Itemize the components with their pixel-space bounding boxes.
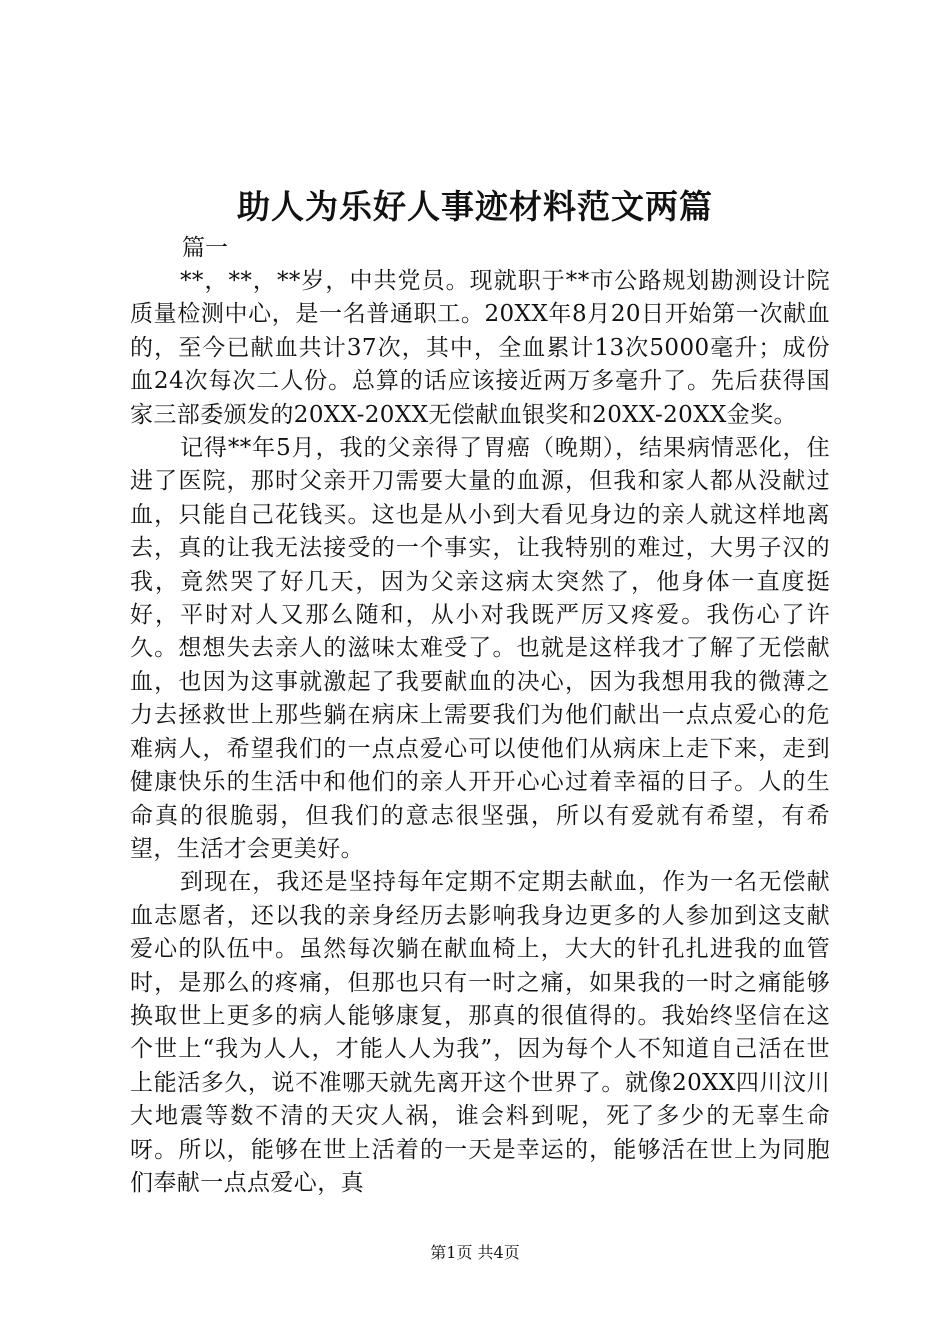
paragraph-3: 到现在，我还是坚持每年定期不定期去献血，作为一名无偿献血志愿者，还以我的亲身经历去影响我身边更多的人参加到这支献爱心的队伍中。虽然每次躺在献血椅上，大大的针孔扎进我的血管时，是那么的疼痛，但那也只有一时之痛，如果我的一时之痛能够换取世上更多的病人能够康复，那真的很值得的。我始终坚信在这个世上“我为人人，才能人人为我”，因为每个人不知道自己活在世上能活多久，说不准哪天就先离开这个世界了。就像20XX四川汶川大地震等数不清的天灾人祸，谁会料到呢，死了多少的无辜生命呀。所以，能够在世上活着的一天是幸运的，能够活在世上为同胞们奉献一点点爱心，真 [130, 869, 830, 1196]
page-footer: 第1页 共4页 [430, 1243, 520, 1262]
document-title: 助人为乐好人事迹材料范文两篇 [237, 187, 713, 226]
paragraph-2: 记得**年5月，我的父亲得了胃癌（晚期），结果病情恶化，住进了医院，那时父亲开刀需要大量的血源，但我和家人都从没献过血，只能自己花钱买。这也是从小到大看见身边的亲人就这样地离去，真的让我无法接受的一个事实，让我特别的难过，大男子汉的我，竟然哭了好几天，因为父亲这病太突然了，他身体一直度挺好，平时对人又那么随和，从小对我既严厉又疼爱。我伤心了许久。想想失去亲人的滋味太难受了。也就是这样我才了解了无偿献血，也因为这事就激起了我要献血的决心，因为我想用我的微薄之力去拯救世上那些躺在病床上需要我们为他们献出一点点爱心的危难病人，希望我们的一点点爱心可以使他们从病床上走下来，走到健康快乐的生活中和他们的亲人开开心心过着幸福的日子。人的生命真的很脆弱，但我们的意志很坚强，所以有爱就有希望，有希望，生活才会更美好。 [130, 435, 830, 862]
section-label: 篇一 [182, 235, 228, 261]
document-body [130, 232, 830, 1200]
paragraph-1: **，**，**岁，中共党员。现就职于**市公路规划勘测设计院质量检测中心，是一名普通职工。20XX年8月20日开始第一次献血的，至今已献血共计37次，其中，全血累计13次5000毫升；成份血24次每次二人份。总算的话应该接近两万多毫升了。先后获得国家三部委颁发的20XX-20XX无偿献血银奖和20XX-20XX金奖。 [130, 268, 830, 428]
